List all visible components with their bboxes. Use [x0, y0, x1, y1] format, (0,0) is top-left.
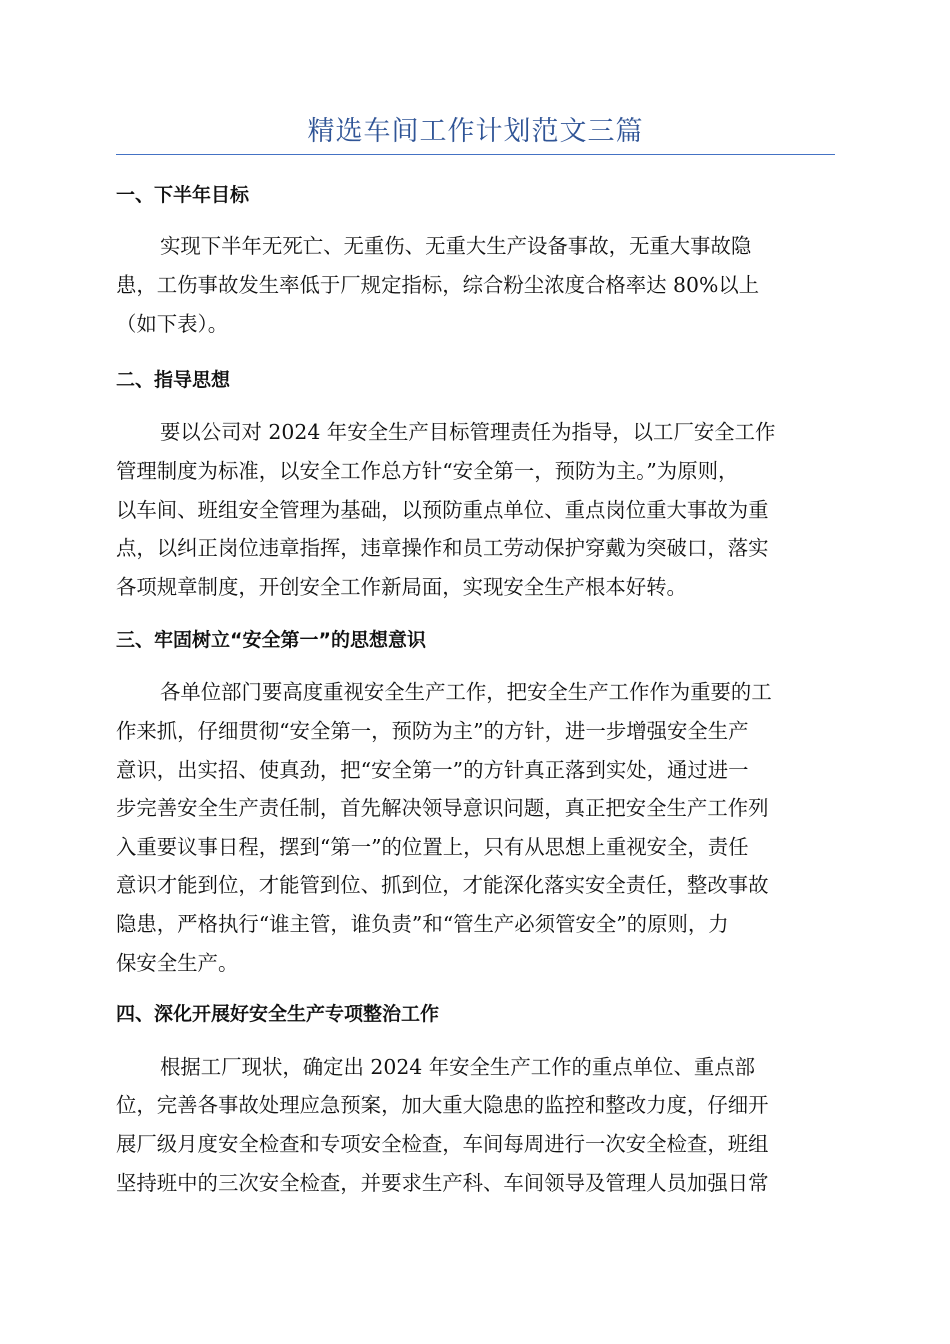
section-heading-4: 四、深化开展好安全生产专项整治工作	[116, 1003, 440, 1025]
paragraph-line: 保安全生产。	[116, 951, 239, 975]
paragraph-line: 各项规章制度，开创安全工作新局面，实现安全生产根本好转。	[116, 575, 687, 599]
paragraph-line: （如下表）。	[116, 312, 229, 336]
paragraph-line: 管理制度为标准，以安全工作总方针“安全第一，预防为主。”为原则，	[116, 459, 739, 483]
paragraph-line: 坚持班中的三次安全检查，并要求生产科、车间领导及管理人员加强日常	[116, 1171, 769, 1195]
document-title: 精选车间工作计划范文三篇	[307, 116, 644, 147]
paragraph-line: 意识才能到位，才能管到位、抓到位，才能深化落实安全责任，整改事故	[116, 873, 769, 897]
section-heading-1: 一、下半年目标	[116, 184, 250, 206]
paragraph-line: 位，完善各事故处理应急预案，加大重大隐患的监控和整改力度，仔细开	[116, 1093, 769, 1117]
paragraph-line: 作来抓，仔细贯彻“安全第一，预防为主”的方针，进一步增强安全生产	[116, 719, 749, 743]
paragraph-line: 根据工厂现状，确定出 2024 年安全生产工作的重点单位、重点部	[160, 1055, 756, 1079]
paragraph-line: 实现下半年无死亡、无重伤、无重大生产设备事故，无重大事故隐	[160, 234, 752, 258]
paragraph-line: 以车间、班组安全管理为基础，以预防重点单位、重点岗位重大事故为重	[116, 498, 769, 522]
paragraph-line: 步完善安全生产责任制，首先解决领导意识问题，真正把安全生产工作列	[116, 796, 769, 820]
paragraph-line: 各单位部门要高度重视安全生产工作，把安全生产工作作为重要的工	[160, 680, 772, 704]
paragraph-line: 入重要议事日程，摆到“第一”的位置上，只有从思想上重视安全，责任	[116, 835, 749, 859]
title-underline	[116, 154, 835, 155]
section-heading-2: 二、指导思想	[116, 369, 231, 391]
paragraph-line: 展厂级月度安全检查和专项安全检查，车间每周进行一次安全检查，班组	[116, 1132, 769, 1156]
section-heading-3: 三、牢固树立“安全第一”的思想意识	[116, 629, 426, 651]
paragraph-line: 患，工伤事故发生率低于厂规定指标，综合粉尘浓度合格率达 80%以上	[116, 273, 760, 297]
paragraph-line: 要以公司对 2024 年安全生产目标管理责任为指导，以工厂安全工作	[160, 420, 776, 444]
paragraph-line: 隐患，严格执行“谁主管，谁负责”和“管生产必须管安全”的原则，力	[116, 912, 729, 936]
paragraph-line: 点，以纠正岗位违章指挥，违章操作和员工劳动保护穿戴为突破口，落实	[116, 536, 769, 560]
paragraph-line: 意识，出实招、使真劲，把“安全第一”的方针真正落到实处，通过进一	[116, 758, 749, 782]
